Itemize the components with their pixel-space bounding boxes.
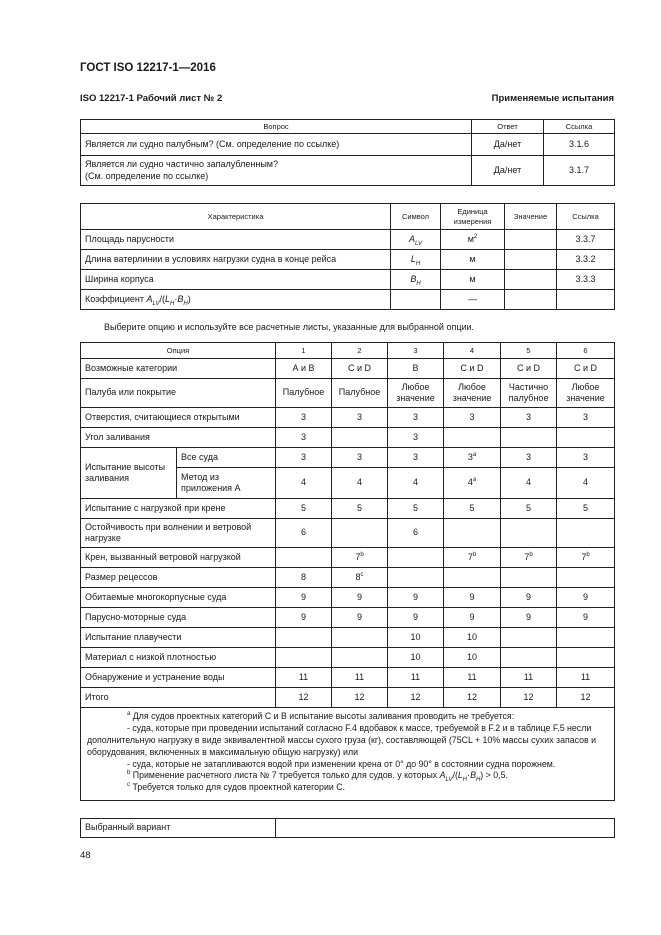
- selected-option-table: [80, 818, 615, 838]
- symbol-cell: $B_H$: [391, 270, 441, 290]
- col-value: Значение: [505, 204, 557, 230]
- row-label: Испытание с нагрузкой при крене: [81, 499, 276, 519]
- table-row: Испытание плавучести 10 10: [81, 628, 615, 648]
- characteristic-name: Ширина корпуса: [81, 270, 391, 290]
- reference-cell: 3.1.6: [544, 134, 615, 156]
- unit-cell: $м^2$: [441, 230, 505, 250]
- value-input[interactable]: [505, 290, 557, 310]
- table-row: Остойчивость при волнении и ветровой нагрузке 6 6: [81, 519, 615, 548]
- footnote-a-item-2: - суда, которые не затапливаются водой при изменении крена от 0° до 90° в состоянии судна порожнем.: [127, 758, 556, 769]
- footnote-a: $^a$ Для судов проектных категорий С и В испытание высоты заливания проводить не требуется:: [127, 711, 515, 721]
- footnote-a-item-1: - суда, которые при проведении испытаний согласно F.4 вдобавок к массе, требуемой в F.2 и в таблице F.5 несли дополнительную нагрузку в виде эквивалентной массы сухого груза (кг), составляющей (75CL + 10% массы сухих запасов и оборудования, включенных в максимальную общую нагрузку) или: [87, 722, 597, 757]
- table-row: Парусно-моторные суда 9 9 9 9 9 9: [81, 608, 615, 628]
- row-label: Материал с низкой плотностью: [81, 648, 276, 668]
- option-5-header: 5: [501, 343, 557, 359]
- reference-cell: 3.3.7: [557, 230, 615, 250]
- footnote-c: $^c$ Требуется только для судов проектной категории С.: [127, 782, 346, 793]
- option-3-header: 3: [388, 343, 444, 359]
- col-option: Опция: [81, 343, 276, 359]
- table-row: Испытание высоты заливания Все суда 3 3 3 3$^a$ 3 3: [81, 448, 615, 468]
- reference-cell: 3.3.2: [557, 250, 615, 270]
- answer-cell[interactable]: Да/нет: [472, 134, 544, 156]
- table-row: Возможные категории А и В С и D В С и D С и D С и D: [81, 359, 615, 379]
- characteristic-name: Длина ватерлинии в условиях нагрузки судна в конце рейса: [81, 250, 391, 270]
- table-row: Крен, вызванный ветровой нагрузкой 7$^b$ 7$^b$ 7$^b$ 7$^b$: [81, 548, 615, 568]
- symbol-cell: $A_{LV}$: [391, 230, 441, 250]
- table-row: Размер рецессов 8 8$^c$: [81, 568, 615, 588]
- option-4-header: 4: [444, 343, 501, 359]
- row-sublabel: Метод из приложения А: [177, 468, 276, 499]
- option-1-header: 1: [276, 343, 332, 359]
- reference-cell: 3.3.3: [557, 270, 615, 290]
- row-label: Парусно-моторные суда: [81, 608, 276, 628]
- row-label: Палуба или покрытие: [81, 379, 276, 408]
- row-label: Угол заливания: [81, 428, 276, 448]
- row-label: Обнаружение и устранение воды: [81, 668, 276, 688]
- value-input[interactable]: [505, 250, 557, 270]
- row-sublabel: Все суда: [177, 448, 276, 468]
- question-text: Является ли судно частично запалубленным? (См. определение по ссылке): [81, 156, 472, 186]
- characteristics-table: [80, 203, 615, 310]
- row-label: Обитаемые многокорпусные суда: [81, 588, 276, 608]
- table-row: [81, 134, 615, 156]
- reference-cell: 3.1.7: [544, 156, 615, 186]
- characteristic-name: Коэффициент $A_{LV}/(L_H\cdot B_H)$: [81, 290, 391, 310]
- table-row: Палуба или покрытие Палубное Палубное Любое значение Любое значение Частично палубное Любое значение: [81, 379, 615, 408]
- footnotes: [81, 708, 615, 801]
- unit-cell: м: [441, 250, 505, 270]
- row-label: Крен, вызванный ветровой нагрузкой: [81, 548, 276, 568]
- col-symbol: Символ: [391, 204, 441, 230]
- table-row: [81, 270, 615, 290]
- table-row: Материал с низкой плотностью 10 10: [81, 648, 615, 668]
- table-row: [81, 156, 615, 186]
- option-6-header: 6: [557, 343, 615, 359]
- table-row: Угол заливания 3 3: [81, 428, 615, 448]
- col-characteristic: Характеристика: [81, 204, 391, 230]
- selected-option-input[interactable]: [276, 819, 615, 838]
- selected-option-label: Выбранный вариант: [81, 819, 276, 838]
- col-reference: Ссылка: [544, 120, 615, 134]
- table-row: Итого 12 12 12 12 12 12: [81, 688, 615, 708]
- table-row: Метод из приложения А 4 4 4 4$^a$ 4 4: [81, 468, 615, 499]
- unit-cell: —: [441, 290, 505, 310]
- table-row: Обитаемые многокорпусные суда 9 9 9 9 9 9: [81, 588, 615, 608]
- footnote-b: $^b$ Применение расчетного листа № 7 требуется только для судов. у которых $A_{LV}/(L_H\cdot B_H) > 0,5$.: [127, 770, 508, 784]
- col-reference: Ссылка: [557, 204, 615, 230]
- answer-cell[interactable]: Да/нет: [472, 156, 544, 186]
- row-label: Возможные категории: [81, 359, 276, 379]
- symbol-cell: $L_H$: [391, 250, 441, 270]
- worksheet-title: ISO 12217-1 Рабочий лист № 2: [80, 93, 223, 104]
- characteristic-name: Площадь парусности: [81, 230, 391, 250]
- row-label: Остойчивость при волнении и ветровой нагрузке: [81, 519, 276, 548]
- value-input[interactable]: [505, 230, 557, 250]
- symbol-cell: [391, 290, 441, 310]
- options-table: [80, 342, 615, 801]
- table-row: Отверстия, считающиеся открытыми 3 3 3 3 3 3: [81, 408, 615, 428]
- value-input[interactable]: [505, 270, 557, 290]
- col-answer: Ответ: [472, 120, 544, 134]
- section-title: Применяемые испытания: [491, 93, 614, 104]
- questions-table: [80, 119, 615, 186]
- instruction-text: Выберите опцию и используйте все расчетные листы, указанные для выбранной опции.: [104, 322, 475, 332]
- table-row: [81, 230, 615, 250]
- row-label: Испытание высоты заливания: [81, 448, 177, 499]
- reference-cell: [557, 290, 615, 310]
- table-row: Обнаружение и устранение воды 11 11 11 11 11 11: [81, 668, 615, 688]
- row-label: Итого: [81, 688, 276, 708]
- question-text: Является ли судно палубным? (См. определение по ссылке): [81, 134, 472, 156]
- col-question: Вопрос: [81, 120, 472, 134]
- table-row: Испытание с нагрузкой при крене 5 5 5 5 5 5: [81, 499, 615, 519]
- unit-cell: м: [441, 270, 505, 290]
- table-row: [81, 290, 615, 310]
- standard-number: ГОСТ ISO 12217-1—2016: [80, 62, 216, 74]
- row-label: Отверстия, считающиеся открытыми: [81, 408, 276, 428]
- option-2-header: 2: [332, 343, 388, 359]
- col-unit: Единица измерения: [441, 204, 505, 230]
- row-label: Испытание плавучести: [81, 628, 276, 648]
- table-row: [81, 250, 615, 270]
- row-label: Размер рецессов: [81, 568, 276, 588]
- page-number: 48: [80, 850, 91, 861]
